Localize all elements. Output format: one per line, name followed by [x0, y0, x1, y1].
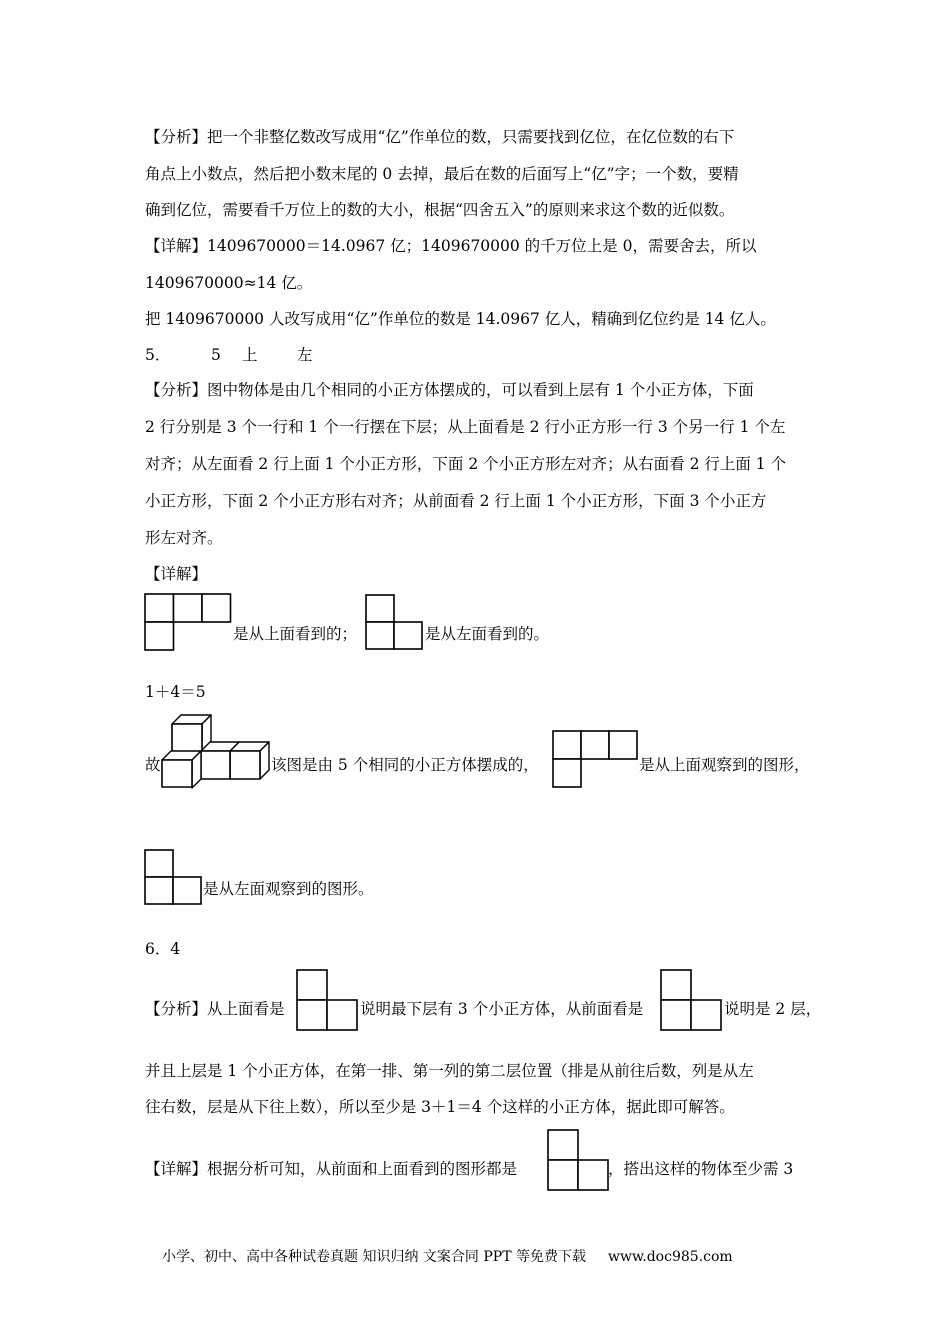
q4-analysis-line-1: 【分析】把一个非整亿数改写成用“亿”作单位的数，只需要找到亿位，在亿位数的右下 — [145, 128, 735, 146]
footer-text: 小学、初中、高中各种试卷真题 知识归纳 文案合同 PPT 等免费下载 — [162, 1249, 586, 1265]
q6-detail-part-b: ，搭出这样的物体至少需 3 — [608, 1160, 794, 1178]
left-view-figure — [366, 595, 426, 651]
observed-top-caption: 是从上面观察到的图形， — [639, 756, 810, 774]
gu-label: 故 — [145, 756, 161, 774]
q6-analysis-line-2: 并且上层是 1 个小正方体，在第一排、第一列的第二层位置（排是从前往后数，列是从左 — [145, 1062, 754, 1080]
q4-detail-line-2: 1409670000≈14 亿。 — [145, 274, 313, 292]
q5-equation: 1＋4＝5 — [145, 683, 206, 701]
top-view-figure — [145, 594, 233, 652]
top-view-caption: 是从上面看到的； — [233, 625, 358, 643]
q5-answer-2: 上 — [242, 346, 258, 364]
q5-answer-1: 5 — [211, 346, 221, 364]
q6-front-view-figure — [661, 970, 725, 1032]
observed-top-view-figure — [553, 731, 641, 789]
q4-analysis-line-3: 确到亿位，需要看千万位上的数的大小，根据“四舍五入”的原则来求这个数的近似数。 — [145, 201, 735, 219]
solid-caption: 该图是由 5 个相同的小正方体摆成的， — [271, 756, 539, 774]
footer-site-link[interactable]: www.doc985.com — [607, 1249, 733, 1265]
q6-analysis-part-b: 说明最下层有 3 个小正方体，从前面看是 — [360, 1000, 644, 1018]
page-footer — [162, 1246, 733, 1266]
q6-analysis-part-c: 说明是 2 层， — [724, 1000, 822, 1018]
observed-left-view-figure — [145, 850, 205, 906]
q6-analysis-part-a: 【分析】从上面看是 — [145, 1000, 285, 1018]
q4-analysis-line-2: 角点上小数点，然后把小数末尾的 0 去掉，最后在数的后面写上“亿”字；一个数，要精 — [145, 165, 739, 183]
q6-header: 6．4 — [145, 940, 181, 958]
q5-answer-3: 左 — [297, 346, 313, 364]
q5-number: 5． — [145, 346, 171, 364]
left-view-caption: 是从左面看到的。 — [425, 625, 550, 643]
observed-left-caption: 是从左面观察到的图形。 — [203, 880, 374, 898]
q6-analysis-line-3: 往右数，层是从下往上数），所以至少是 3＋1＝4 个这样的小正方体，据此即可解答。 — [145, 1098, 735, 1116]
q6-top-view-figure — [297, 970, 361, 1032]
q4-detail-line-3: 把 1409670000 人改写成用“亿”作单位的数是 14.0967 亿人，精确到亿位约是 14 亿人。 — [145, 310, 776, 328]
cube-solid-figure — [160, 712, 272, 788]
q5-analysis-line-3: 对齐；从左面看 2 行上面 1 个小正方形，下面 2 个小正方形左对齐；从右面看 2 行上面 1 个 — [145, 455, 787, 473]
q5-analysis-line-4: 小正方形，下面 2 个小正方形右对齐；从前面看 2 行上面 1 个小正方形，下面 3 个小正方 — [145, 492, 767, 510]
q5-analysis-line-1: 【分析】图中物体是由几个相同的小正方体摆成的，可以看到上层有 1 个小正方体，下面 — [145, 381, 754, 399]
q6-detail-part-a: 【详解】根据分析可知，从前面和上面看到的图形都是 — [145, 1160, 518, 1178]
q5-detail-label: 【详解】 — [145, 565, 208, 583]
q6-detail-figure — [548, 1130, 612, 1192]
q5-analysis-line-5: 形左对齐。 — [145, 529, 223, 547]
q4-detail-line-1: 【详解】1409670000＝14.0967 亿；1409670000 的千万位上是 0，需要舍去，所以 — [145, 237, 757, 255]
q5-analysis-line-2: 2 行分别是 3 个一行和 1 个一行摆在下层；从上面看是 2 行小正方形一行 3 个另一行 1 个左 — [145, 418, 786, 436]
